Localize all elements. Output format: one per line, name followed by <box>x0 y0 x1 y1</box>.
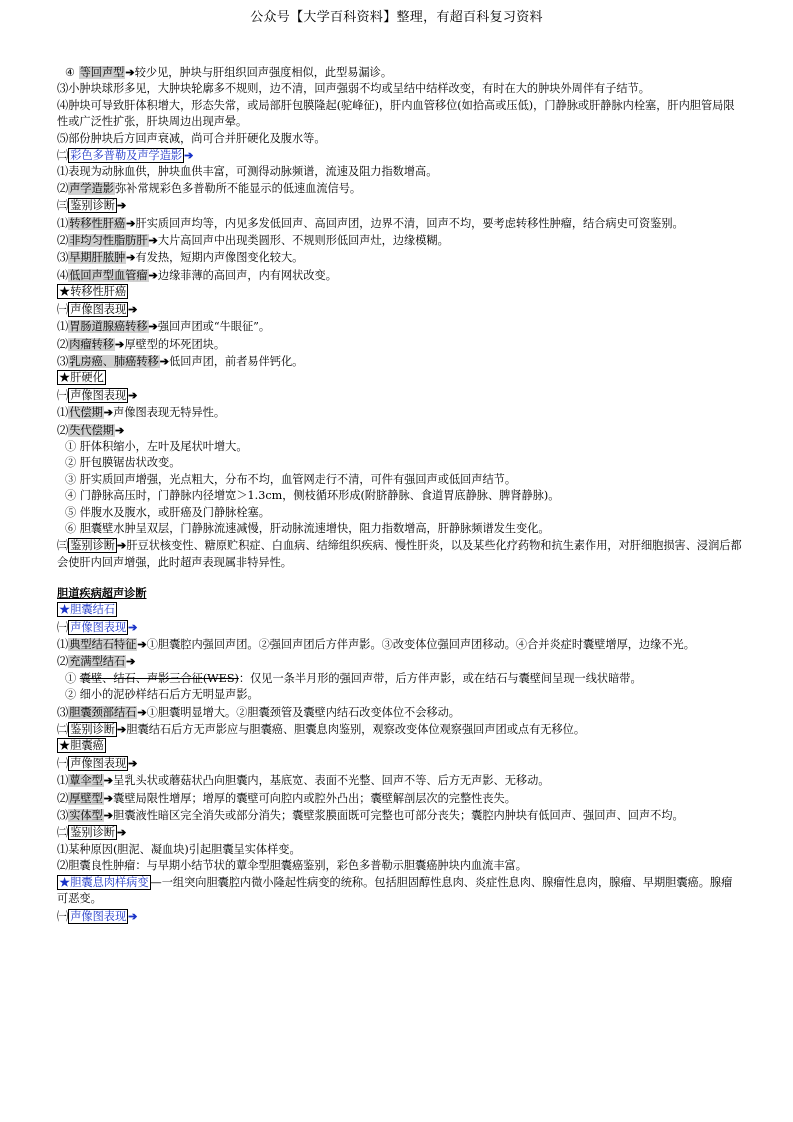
line-text: 有发热，短期内声像图变化较大。 <box>135 251 304 265</box>
line-text: 肝豆状核变性、糖原贮积症、白血病、结缔组织疾病、慢性肝炎，以及某些化疗药物和抗生素作用，对肝细胞损害、浸润后都会使肝内回声增强，此时超声表现属非特异性。 <box>57 539 742 569</box>
item-number: ⑵ <box>57 423 69 437</box>
text-line <box>57 164 743 180</box>
text-line <box>57 267 743 284</box>
arrow-icon: ➔ <box>128 908 138 923</box>
line-text: 囊壁局限性增厚；增厚的囊壁可向腔内或腔外凸出；囊壁解剖层次的完整性丧失。 <box>113 791 516 805</box>
text-line <box>57 387 743 404</box>
text-line <box>57 755 743 772</box>
text-line <box>57 81 743 97</box>
term-label: 厚壁型 <box>69 791 103 805</box>
item-number: ㈠ <box>57 302 69 316</box>
line-text: ⑵胆囊良性肿瘤：与早期小结节状的蕈伞型胆囊癌鉴别，彩色多普勒示胆囊癌肿块内血流丰富。 <box>57 859 527 873</box>
line-text: ⑴表现为动脉血供，肿块血供丰富，可测得动脉频谱，流速及阻力指数增高。 <box>57 165 438 179</box>
line-text: ② 细小的泥砂样结石后方无明显声影。 <box>65 688 259 702</box>
item-number: ① <box>65 671 80 685</box>
line-text: ①胆囊腔内强回声团。②强回声团后方伴声影。③改变体位强回声团移动。④合并炎症时囊壁增厚，边缘不光。 <box>146 638 695 651</box>
page-header: 公众号【大学百科资料】整理，有超百科复习资料 <box>250 10 543 25</box>
line-text: 弥补常规彩色多普勒所不能显示的低速血流信号。 <box>114 181 362 195</box>
text-line <box>57 404 743 421</box>
arrow-icon: ➔ <box>148 319 158 334</box>
line-text: 厚壁型的坏死团块。 <box>124 337 226 351</box>
text-line <box>57 488 743 504</box>
arrow-icon: ➔ <box>126 250 136 265</box>
term-label: 声像图表现 <box>70 756 127 770</box>
item-number: ⑵ <box>57 234 69 248</box>
text-line <box>57 671 743 687</box>
text-line <box>57 908 743 925</box>
text-line <box>57 472 743 488</box>
line-text: 胆囊结石后方无声影应与胆囊癌、胆囊息肉鉴别，观察改变体位观察强回声团或点有无移位。 <box>126 723 586 737</box>
term-label: 代偿期 <box>69 406 103 420</box>
text-line <box>57 807 743 824</box>
term-label: 声像图表现 <box>70 388 127 402</box>
item-number: ⑴ <box>57 320 69 334</box>
line-text: 强回声团或“牛眼征”。 <box>157 320 271 334</box>
arrow-icon: ➔ <box>103 405 114 420</box>
arrow-icon: ➔ <box>116 198 127 213</box>
term-label: ★胆囊息肉样病变 <box>59 875 149 889</box>
text-line <box>57 249 743 266</box>
line-text: ⑥ 胆囊壁水肿呈双层，门静脉流速减慢，肝动脉流速增快，阻力指数增高，肝静脉频谱发生变化。 <box>65 521 550 535</box>
line-text: ④ 门静脉高压时，门静脉内径增宽＞1.3cm，侧枝循环形成(附脐静脉、食道胃底静脉、脾肾静脉)。 <box>65 489 560 503</box>
line-text: 呈乳头状或蘑菇状凸向胆囊内，基底宽、表面不光整、回声不等、后方无声影、无移动。 <box>113 774 550 788</box>
item-number: ④ <box>65 66 79 79</box>
item-number: ⑴ <box>57 406 69 420</box>
text-line <box>57 842 743 858</box>
text-line <box>57 790 743 807</box>
line-text: ⑷肿块可导致肝体积增大，形态失常，或局部肝包膜隆起(驼峰征)，肝内血管移位(如拾高或压低)，门静脉或肝静脉内栓塞，肝内胆管局限性或广泛性扩张，肝块周边出现声晕。 <box>57 98 735 129</box>
line-text: ：仅见一条半月形的强回声带，后方伴声影，或在结石与囊壁间呈现一线状暗带。 <box>238 671 642 685</box>
arrow-icon: ➔ <box>103 808 114 823</box>
term-label: ★转移性肝癌 <box>59 285 127 299</box>
term-label: 彩色多普勒及声学造影 <box>70 149 183 163</box>
text-line <box>57 98 743 131</box>
arrow-icon: ➔ <box>137 704 147 719</box>
arrow-icon: ➔ <box>128 387 138 402</box>
arrow-icon: ➔ <box>137 637 147 651</box>
item-number: ㈠ <box>57 620 69 634</box>
term-label: 鉴别诊断 <box>70 199 115 213</box>
item-number: ㈡ <box>57 149 69 163</box>
line-text: —一组突向胆囊腔内微小隆起性病变的统称。包括胆固醇性息肉、炎症性息肉、腺瘤性息肉，腺瘤、早期胆囊癌。腺瘤可恶变。 <box>57 875 733 906</box>
term-label: 声像图表现 <box>70 302 127 316</box>
text-line <box>57 602 743 618</box>
term-label: 充满型结石 <box>69 655 126 669</box>
text-line <box>57 858 743 874</box>
term-label: 胆囊颈部结石 <box>69 705 137 719</box>
line-text: ⑤ 伴腹水及腹水，或肝癌及门静脉栓塞。 <box>65 505 270 519</box>
arrow-icon: ➔ <box>116 538 127 553</box>
text-line <box>57 687 743 703</box>
term-label: 鉴别诊断 <box>70 723 115 737</box>
text-line <box>57 505 743 521</box>
text-line <box>57 875 743 908</box>
arrow-icon: ➔ <box>128 301 138 316</box>
item-number: ㈠ <box>57 388 69 402</box>
text-line <box>57 439 743 455</box>
text-line <box>57 537 743 571</box>
text-line <box>57 336 743 353</box>
arrow-icon: ➔ <box>114 422 125 437</box>
item-number: ⑵ <box>57 337 69 351</box>
line-text: ⑶小肿块球形多见，大肿块轮廓多不规则，边不清，回声强弱不均或呈结中结样改变，有时在大的肿块外周伴有子结节。 <box>57 82 650 96</box>
item-number: ⑵ <box>57 181 69 195</box>
term-label: 失代偿期 <box>69 423 114 437</box>
text-line <box>57 370 743 386</box>
term-label: 肉瘤转移 <box>69 337 114 351</box>
term-label: 蕈伞型 <box>69 774 103 788</box>
line-text: ⑴某种原因(胆泥、凝血块)引起胆囊呈实体样变。 <box>57 842 301 856</box>
term-label: 等回声型 <box>79 66 125 79</box>
item-number: ㈢ <box>57 539 69 553</box>
line-text: 边缘菲薄的高回声，内有网状改变。 <box>157 268 337 282</box>
arrow-icon: ➔ <box>148 233 158 248</box>
line-text: 较少见，肿块与肝组织回声强度相似，此型易漏诊。 <box>134 66 393 79</box>
arrow-icon: ➔ <box>103 790 114 805</box>
term-label: 乳房癌、肺癌转移 <box>69 354 159 368</box>
text-line <box>57 181 743 197</box>
text-line <box>57 232 743 249</box>
arrow-icon: ➔ <box>148 267 158 282</box>
term-label: ★胆囊癌 <box>59 739 104 753</box>
line-text: 大片高回声中出现类圆形、不规则形低回声灶，边缘模糊。 <box>157 234 449 248</box>
text-line <box>57 824 743 841</box>
term-label: 典型结石特征 <box>69 638 137 651</box>
arrow-icon: ➔ <box>125 65 135 79</box>
text-line <box>57 147 743 164</box>
term-label: 早期肝脓肿 <box>69 251 126 265</box>
line-text: ② 肝包膜锯齿状改变。 <box>65 456 181 470</box>
term-label: 声像图表现 <box>70 620 127 634</box>
item-number: ㈡ <box>57 723 69 737</box>
term-label: 转移性肝癌 <box>69 216 126 230</box>
text-line <box>57 704 743 721</box>
term-label: 鉴别诊断 <box>70 539 115 553</box>
item-number: ㈠ <box>57 756 69 770</box>
text-line <box>57 721 743 738</box>
document-body <box>57 64 743 925</box>
text-line <box>57 301 743 318</box>
item-number: ⑴ <box>57 774 69 788</box>
arrow-icon: ➔ <box>128 619 138 634</box>
line-text: ⑸部份肿块后方回声衰减，尚可合并肝硬化及腹水等。 <box>57 131 326 145</box>
struck-text: 囊壁、结石、声影三合征(WES) <box>79 671 239 685</box>
term-label: ★肝硬化 <box>59 371 104 385</box>
item-number: ⑶ <box>57 354 69 368</box>
line-text: 声像图表现无特异性。 <box>113 406 226 420</box>
text-line <box>57 619 743 636</box>
text-line <box>57 422 743 439</box>
line-text: ③ 肝实质回声增强，光点粗大，分布不均，血管网走行不清，可件有强回声或低回声结节。 <box>65 472 517 486</box>
text-line <box>57 772 743 789</box>
text-line <box>57 653 743 670</box>
line-text: 胆囊液性暗区完全消失或部分消失；囊壁浆膜面既可完整也可部分丧失；囊腔内肿块有低回声、强回声、回声不均。 <box>113 809 684 823</box>
item-number: ㈠ <box>57 909 69 923</box>
arrow-icon: ➔ <box>114 336 125 351</box>
term-label: 实体型 <box>69 809 103 823</box>
arrow-icon: ➔ <box>159 353 170 368</box>
line-text: 肝实质回声均等，内见多发低回声、高回声团，边界不清，回声不均，要考虑转移性肿瘤，结合病史可资鉴别。 <box>135 216 684 230</box>
text-line <box>57 455 743 471</box>
item-number: ⑴ <box>57 638 69 651</box>
item-number: ⑶ <box>57 251 69 265</box>
item-number: ㈡ <box>57 826 69 840</box>
text-line <box>57 738 743 754</box>
arrow-icon: ➔ <box>128 755 138 770</box>
term-label: 声学造影 <box>69 181 114 195</box>
item-number: ⑷ <box>57 268 69 282</box>
term-label: 低回声型血管瘤 <box>69 268 148 282</box>
arrow-icon: ➔ <box>103 773 114 788</box>
arrow-icon: ➔ <box>116 825 127 840</box>
line-text: ① 肝体积缩小，左叶及尾状叶增大。 <box>65 439 248 453</box>
text-line <box>57 215 743 232</box>
item-number: ⑶ <box>57 705 69 719</box>
text-line <box>57 64 743 81</box>
item-number: ⑵ <box>57 655 69 669</box>
term-label: 胃肠道腺癌转移 <box>69 320 148 334</box>
line-text: 低回声团，前者易伴钙化。 <box>169 354 304 368</box>
term-label: 鉴别诊断 <box>70 826 115 840</box>
text-line <box>57 318 743 335</box>
text-line <box>57 521 743 537</box>
arrow-icon: ➔ <box>126 654 136 669</box>
term-label: 声像图表现 <box>70 909 127 923</box>
term-label: ★胆囊结石 <box>59 603 115 617</box>
line-text: ①胆囊明显增大。②胆囊颈管及囊壁内结石改变体位不会移动。 <box>146 705 460 719</box>
arrow-icon: ➔ <box>126 215 136 230</box>
text-line <box>57 131 743 147</box>
term-label: 非均匀性脂肪肝 <box>69 234 148 248</box>
text-line <box>57 636 743 653</box>
spacer <box>57 571 743 585</box>
text-line <box>57 284 743 300</box>
item-number: ⑶ <box>57 809 69 823</box>
item-number: ⑴ <box>57 216 69 230</box>
arrow-icon: ➔ <box>184 148 194 163</box>
item-number: ㈢ <box>57 199 69 213</box>
arrow-icon: ➔ <box>116 722 127 737</box>
text-line <box>57 197 743 214</box>
text-line <box>57 353 743 370</box>
section-heading: 胆道疾病超声诊断 <box>57 586 147 601</box>
item-number: ⑵ <box>57 791 69 805</box>
